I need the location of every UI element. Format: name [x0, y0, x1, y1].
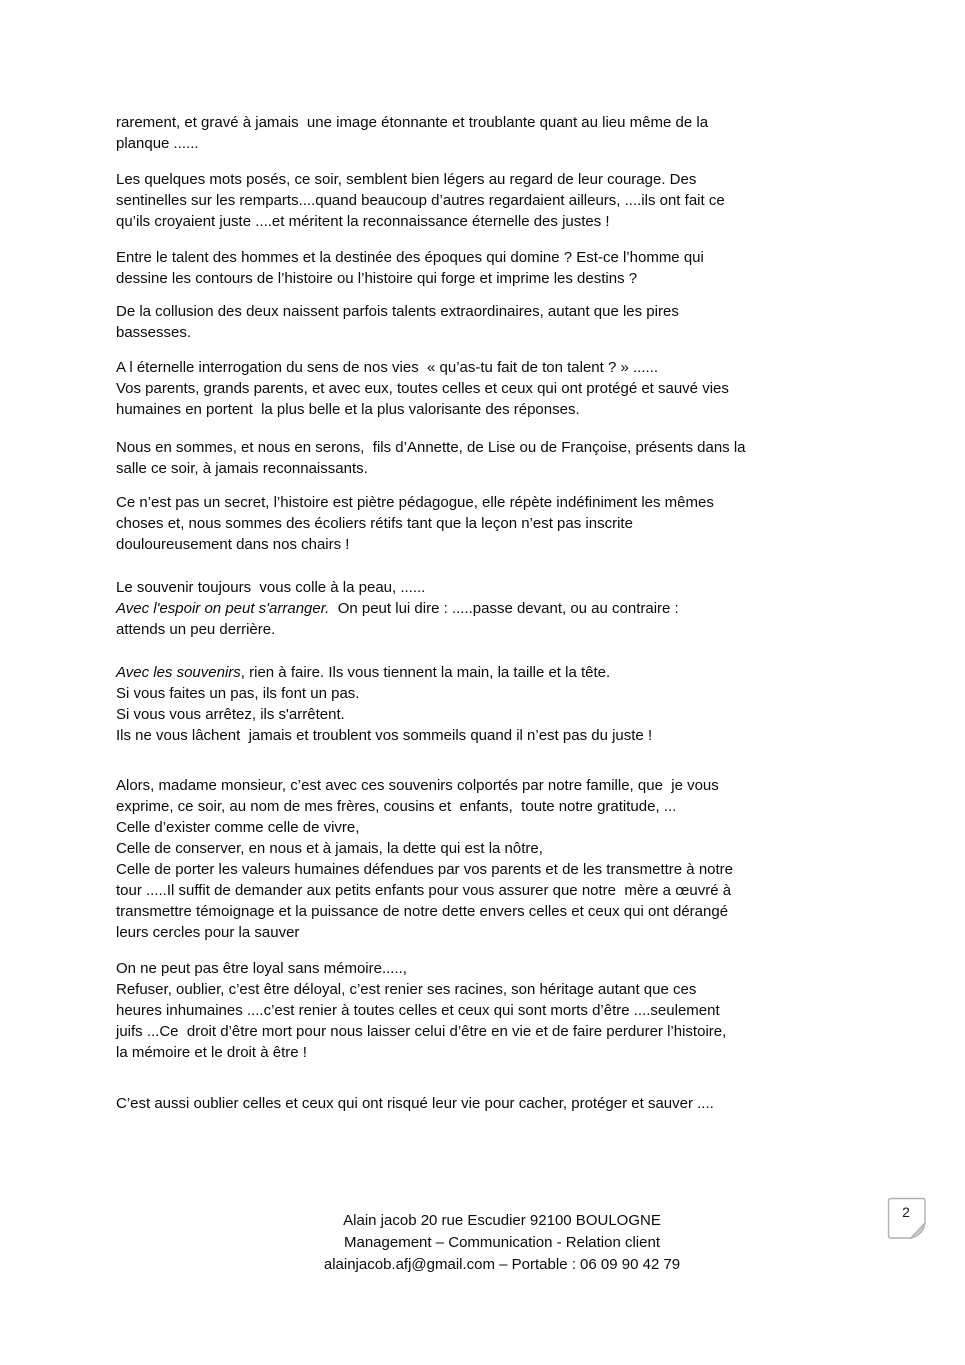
text-line — [116, 268, 888, 289]
text-run: exprime, ce soir, au nom de mes frères, cousins et enfants, toute notre gratitude, ... — [116, 798, 677, 815]
text-run: Si vous faites un pas, ils font un pas. — [116, 685, 360, 702]
text-run: On ne peut pas être loyal sans mémoire....., — [116, 960, 407, 977]
text-line — [116, 598, 888, 619]
paragraph — [116, 112, 888, 154]
text-line — [116, 378, 888, 399]
text-line — [116, 492, 888, 513]
paragraph — [116, 169, 888, 232]
text-run: salle ce soir, à jamais reconnaissants. — [116, 460, 368, 477]
text-line — [116, 880, 888, 901]
text-run: Les quelques mots posés, ce soir, semblent bien légers au regard de leur courage. Des — [116, 171, 697, 188]
text-run: leurs cercles pour la sauver — [116, 924, 300, 941]
text-line — [116, 1000, 888, 1021]
text-line — [116, 662, 888, 683]
page-number: 2 — [902, 1204, 910, 1220]
footer-contact: alainjacob.afj@gmail.com – Portable : 06 09 90 42 79 — [323, 1256, 681, 1273]
text-line — [116, 683, 888, 704]
text-line — [116, 958, 888, 979]
text-run: De la collusion des deux naissent parfois talents extraordinaires, autant que les pires — [116, 303, 679, 320]
text-run: tour .....Il suffit de demander aux petits enfants pour vous assurer que notre mère a œuvré à — [116, 882, 732, 899]
text-run: , rien à faire. Ils vous tiennent la main, la taille et la tête. — [240, 664, 611, 681]
text-line — [116, 1042, 888, 1063]
text-line — [116, 1021, 888, 1042]
paragraph — [116, 1093, 888, 1114]
text-line — [116, 704, 888, 725]
text-line — [116, 859, 888, 880]
text-run: C’est aussi oublier celles et ceux qui ont risqué leur vie pour cacher, protéger et sauver .... — [116, 1095, 714, 1112]
text-run: sentinelles sur les remparts....quand beaucoup d’autres regardaient ailleurs, ....ils ont fait ce — [116, 192, 725, 209]
text-line — [116, 901, 888, 922]
text-line — [116, 513, 888, 534]
text-run: Celle de porter les valeurs humaines défendues par vos parents et de les transmettre à notre — [116, 861, 734, 878]
text-line — [116, 838, 888, 859]
text-run: On peut lui dire : .....passe devant, ou au contraire : — [329, 600, 679, 617]
page-number-badge — [886, 1197, 930, 1241]
text-run: heures inhumaines ....c’est renier à toutes celles et ceux qui sont morts d’être ....seulement — [116, 1002, 720, 1019]
text-run: Refuser, oublier, c’est être déloyal, c’est renier ses racines, son héritage autant que ces — [116, 981, 697, 998]
paragraph — [116, 437, 888, 479]
text-run: Entre le talent des hommes et la destinée des époques qui domine ? Est-ce l’homme qui — [116, 249, 704, 266]
text-run: Celle de conserver, en nous et à jamais, la dette qui est la nôtre, — [116, 840, 543, 857]
text-run: Nous en sommes, et nous en serons, fils d’Annette, de Lise ou de Françoise, présents dans la — [116, 439, 746, 456]
text-run: choses et, nous sommes des écoliers rétifs tant que la leçon n’est pas inscrite — [116, 515, 633, 532]
text-line — [116, 112, 888, 133]
paragraph — [116, 301, 888, 343]
text-run: humaines en portent la plus belle et la plus valorisante des réponses. — [116, 401, 580, 418]
text-run: juifs ...Ce droit d’être mort pour nous laisser celui d’être en vie et de faire perdurer l’histoire, — [116, 1023, 727, 1040]
text-line — [116, 357, 888, 378]
text-line — [116, 399, 888, 420]
text-run: Ce n’est pas un secret, l’histoire est piètre pédagogue, elle répète indéfiniment les mêmes — [116, 494, 714, 511]
footer-tagline: Management – Communication - Relation client — [344, 1234, 660, 1251]
document-body — [116, 112, 888, 1114]
paragraph — [116, 577, 888, 640]
text-run: dessine les contours de l’histoire ou l’histoire qui forge et imprime les destins ? — [116, 270, 638, 287]
text-line — [116, 322, 888, 343]
text-run: Le souvenir toujours vous colle à la peau, ...... — [116, 579, 426, 596]
paragraph — [116, 662, 888, 746]
paragraph — [116, 492, 888, 555]
text-line — [116, 301, 888, 322]
text-line — [116, 922, 888, 943]
text-line — [116, 437, 888, 458]
text-line — [116, 817, 888, 838]
text-line — [116, 458, 888, 479]
text-line — [116, 725, 888, 746]
text-run: planque ...... — [116, 135, 199, 152]
paragraph — [116, 247, 888, 289]
text-line — [116, 133, 888, 154]
text-run: Alors, madame monsieur, c’est avec ces souvenirs colportés par notre famille, que je vous — [116, 777, 719, 794]
text-line — [116, 619, 888, 640]
text-line — [116, 979, 888, 1000]
text-line — [116, 1093, 888, 1114]
footer-address: Alain jacob 20 rue Escudier 92100 BOULOGNE — [343, 1212, 661, 1229]
text-run: qu’ils croyaient juste ....et méritent la reconnaissance éternelle des justes ! — [116, 213, 610, 230]
text-line — [116, 169, 888, 190]
text-run: la mémoire et le droit à être ! — [116, 1044, 307, 1061]
text-line — [116, 211, 888, 232]
text-line — [116, 775, 888, 796]
text-run: Celle d’exister comme celle de vivre, — [116, 819, 360, 836]
text-line — [116, 796, 888, 817]
text-line — [116, 247, 888, 268]
text-run: A l éternelle interrogation du sens de nos vies « qu’as-tu fait de ton talent ? » ...... — [116, 359, 658, 376]
text-run: transmettre témoignage et la puissance de notre dette envers celles et ceux qui ont dérangé — [116, 903, 729, 920]
paragraph — [116, 357, 888, 420]
text-run: attends un peu derrière. — [116, 621, 276, 638]
text-run: rarement, et gravé à jamais une image étonnante et troublante quant au lieu même de la — [116, 114, 709, 131]
page-footer — [116, 1210, 888, 1276]
text-run: douloureusement dans nos chairs ! — [116, 536, 350, 553]
text-run: Vos parents, grands parents, et avec eux, toutes celles et ceux qui ont protégé et sauvé vies — [116, 380, 729, 397]
text-run: Ils ne vous lâchent jamais et troublent vos sommeils quand il n’est pas du juste ! — [116, 727, 653, 744]
paragraph — [116, 775, 888, 943]
italic-text-run: Avec l'espoir on peut s'arranger. — [116, 600, 330, 617]
text-line — [116, 577, 888, 598]
paragraph — [116, 958, 888, 1063]
text-run: bassesses. — [116, 324, 192, 341]
text-line — [116, 534, 888, 555]
text-run: Si vous vous arrêtez, ils s'arrêtent. — [116, 706, 345, 723]
text-line — [116, 190, 888, 211]
italic-text-run: Avec les souvenirs — [116, 664, 241, 681]
